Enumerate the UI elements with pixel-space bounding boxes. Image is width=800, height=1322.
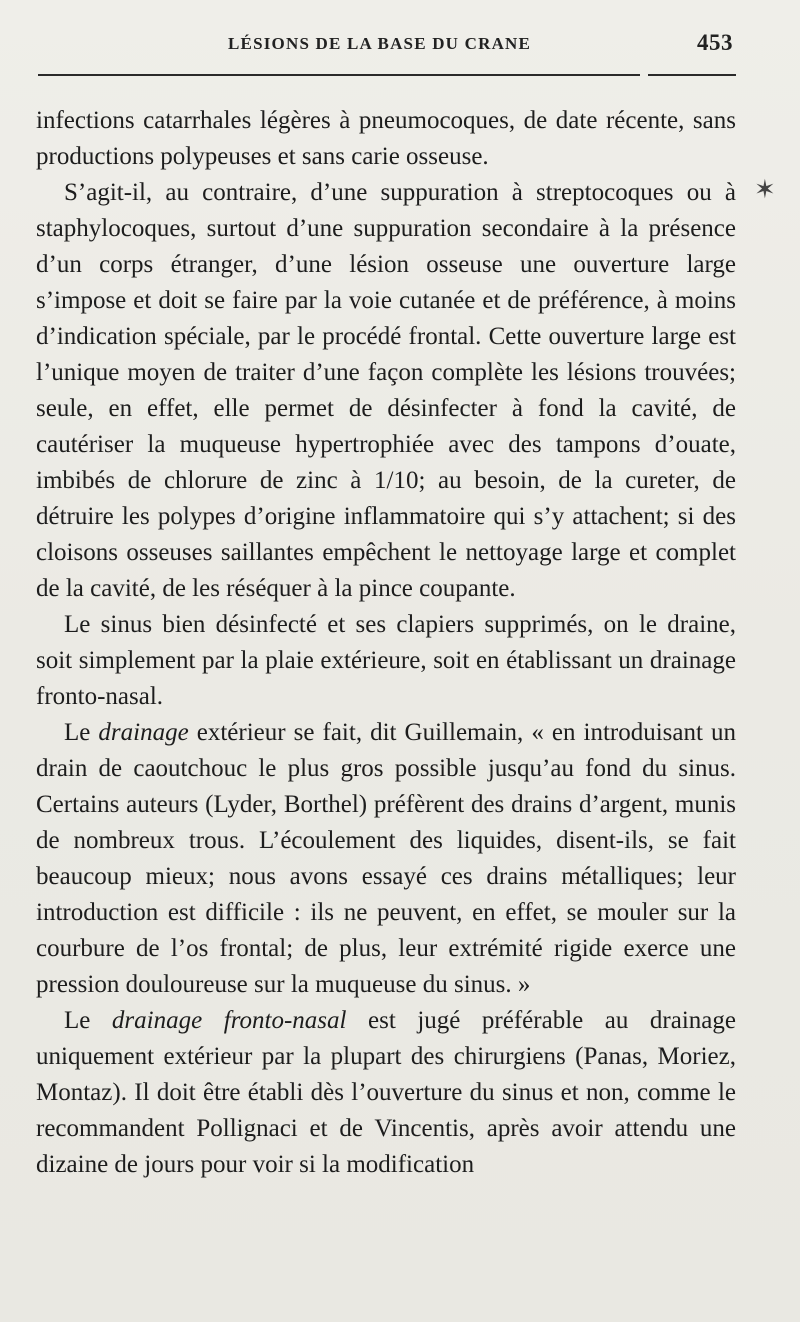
paragraph-text: Le sinus bien désinfecté et ses clapiers supprimés, on le draine, soit simplement par la plaie extérieure, soit en établissant un drainage fronto-nasal. [36, 611, 736, 710]
body-text [36, 103, 736, 1183]
running-title: LÉSIONS DE LA BASE DU CRANE [228, 34, 532, 53]
paragraph [36, 715, 736, 1003]
header-rule [38, 74, 640, 76]
paragraph-text: Le [64, 719, 99, 746]
paragraph-text: extérieur se fait, dit Guillemain, « en introduisant un drain de caoutchouc le plus gros possible jusqu’au fond du sinus. Certains auteurs (Lyder, Borthel) préfèrent des drains d’argent, munis de nombreux trous. L’écoulement des liquides, disent-ils, se fait beaucoup mieux; nous avons essayé ces drains métalliques; leur introduction est difficile : ils ne peuvent, en effet, se mouler sur la courbure de l’os frontal; de plus, leur extrémité rigide exerce une pression douloureuse sur la muqueuse du sinus. » [36, 719, 736, 998]
italic-term: drainage [98, 719, 189, 746]
paragraph-text: infections catarrhales légères à pneumocoques, de date récente, sans productions polypeuses et sans carie osseuse. [36, 107, 736, 170]
paragraph [36, 607, 736, 715]
paragraph-text: est jugé préférable au drainage uniquement extérieur par la plupart des chirurgiens (Panas, Moriez, Montaz). Il doit être établi dès l’ouverture du sinus et non, comme le recommandent Pollignaci et de Vincentis, après avoir attendu une dizaine de jours pour voir si la modification [36, 1007, 736, 1178]
margin-asterisk-icon: ✶ [754, 175, 776, 205]
paragraph-text: S’agit-il, au contraire, d’une suppuration à streptocoques ou à staphylocoques, surtout d’une suppuration secondaire à la présence d’un corps étranger, d’une lésion osseuse une ouverture large s’impose et doit se faire par la voie cutanée et de préférence, à moins d’indication spéciale, par le procédé frontal. Cette ouverture large est l’unique moyen de traiter d’une façon complète les lésions trouvées; seule, en effet, elle permet de désinfecter à fond la cavité, de cautériser la muqueuse hypertrophiée avec des tampons d’ouate, imbibés de chlorure de zinc à 1/10; au besoin, de la cureter, de détruire les polypes d’origine inflammatoire qui s’y attachent; si des cloisons osseuses saillantes empêchent le nettoyage large et complet de la cavité, de les réséquer à la pince coupante. [36, 179, 736, 602]
header-rule-right [648, 74, 736, 76]
paragraph [36, 103, 736, 175]
paragraph [36, 175, 736, 607]
paragraph-text: Le [64, 1007, 112, 1034]
paragraph [36, 1003, 736, 1183]
page-number: 453 [697, 30, 733, 55]
italic-term: drainage fronto-nasal [111, 1007, 347, 1034]
